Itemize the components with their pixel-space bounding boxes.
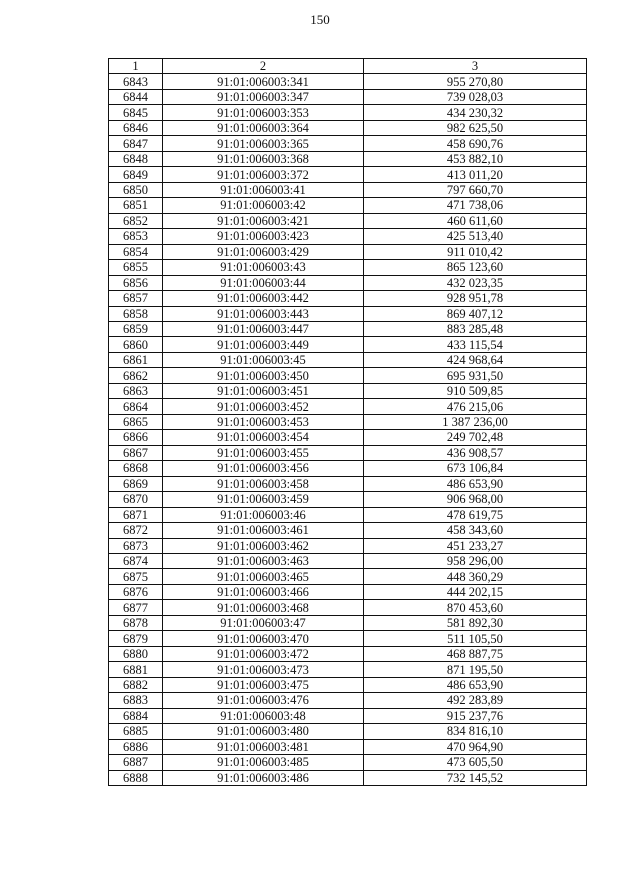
value-cell: 834 816,10 — [364, 724, 587, 739]
column-header: 2 — [163, 59, 364, 74]
value-cell: 458 690,76 — [364, 136, 587, 151]
cadastral-number-cell: 91:01:006003:45 — [163, 352, 364, 367]
cadastral-number-cell: 91:01:006003:486 — [163, 770, 364, 785]
row-number-cell: 6887 — [109, 755, 163, 770]
row-number-cell: 6865 — [109, 414, 163, 429]
cadastral-number-cell: 91:01:006003:364 — [163, 120, 364, 135]
row-number-cell: 6857 — [109, 291, 163, 306]
value-cell: 433 115,54 — [364, 337, 587, 352]
cadastral-number-cell: 91:01:006003:468 — [163, 600, 364, 615]
cadastral-number-cell: 91:01:006003:442 — [163, 291, 364, 306]
cadastral-number-cell: 91:01:006003:481 — [163, 739, 364, 754]
table-row — [109, 615, 587, 630]
row-number-cell: 6860 — [109, 337, 163, 352]
table-row — [109, 213, 587, 228]
cadastral-number-cell: 91:01:006003:472 — [163, 646, 364, 661]
table-row — [109, 414, 587, 429]
row-number-cell: 6847 — [109, 136, 163, 151]
cadastral-number-cell: 91:01:006003:365 — [163, 136, 364, 151]
value-cell: 451 233,27 — [364, 538, 587, 553]
table-row — [109, 631, 587, 646]
row-number-cell: 6880 — [109, 646, 163, 661]
row-number-cell: 6866 — [109, 430, 163, 445]
row-number-cell: 6881 — [109, 662, 163, 677]
row-number-cell: 6855 — [109, 260, 163, 275]
table-row — [109, 662, 587, 677]
row-number-cell: 6843 — [109, 74, 163, 89]
row-number-cell: 6870 — [109, 492, 163, 507]
row-number-cell: 6852 — [109, 213, 163, 228]
value-cell: 473 605,50 — [364, 755, 587, 770]
row-number-cell: 6874 — [109, 554, 163, 569]
cadastral-number-cell: 91:01:006003:341 — [163, 74, 364, 89]
table-row — [109, 445, 587, 460]
cadastral-number-cell: 91:01:006003:353 — [163, 105, 364, 120]
table-row — [109, 569, 587, 584]
cadastral-number-cell: 91:01:006003:44 — [163, 275, 364, 290]
cadastral-number-cell: 91:01:006003:470 — [163, 631, 364, 646]
value-cell: 865 123,60 — [364, 260, 587, 275]
table-row — [109, 677, 587, 692]
row-number-cell: 6877 — [109, 600, 163, 615]
page-number: 150 — [310, 12, 330, 27]
table-row — [109, 275, 587, 290]
table-row — [109, 461, 587, 476]
row-number-cell: 6853 — [109, 229, 163, 244]
cadastral-number-cell: 91:01:006003:462 — [163, 538, 364, 553]
value-cell: 982 625,50 — [364, 120, 587, 135]
value-cell: 911 010,42 — [364, 244, 587, 259]
value-cell: 249 702,48 — [364, 430, 587, 445]
value-cell: 673 106,84 — [364, 461, 587, 476]
row-number-cell: 6850 — [109, 182, 163, 197]
value-cell: 906 968,00 — [364, 492, 587, 507]
row-number-cell: 6867 — [109, 445, 163, 460]
table-row — [109, 770, 587, 785]
cadastral-number-cell: 91:01:006003:455 — [163, 445, 364, 460]
value-cell: 486 653,90 — [364, 677, 587, 692]
value-cell: 928 951,78 — [364, 291, 587, 306]
table-row — [109, 708, 587, 723]
cadastral-number-cell: 91:01:006003:447 — [163, 321, 364, 336]
value-cell: 869 407,12 — [364, 306, 587, 321]
value-cell: 425 513,40 — [364, 229, 587, 244]
value-cell: 448 360,29 — [364, 569, 587, 584]
value-cell: 511 105,50 — [364, 631, 587, 646]
cadastral-number-cell: 91:01:006003:421 — [163, 213, 364, 228]
row-number-cell: 6875 — [109, 569, 163, 584]
value-cell: 471 738,06 — [364, 198, 587, 213]
registry-table — [108, 58, 587, 786]
cadastral-number-cell: 91:01:006003:452 — [163, 399, 364, 414]
row-number-cell: 6888 — [109, 770, 163, 785]
cadastral-number-cell: 91:01:006003:466 — [163, 584, 364, 599]
cadastral-number-cell: 91:01:006003:368 — [163, 151, 364, 166]
row-number-cell: 6873 — [109, 538, 163, 553]
row-number-cell: 6872 — [109, 523, 163, 538]
value-cell: 453 882,10 — [364, 151, 587, 166]
value-cell: 436 908,57 — [364, 445, 587, 460]
cadastral-number-cell: 91:01:006003:47 — [163, 615, 364, 630]
value-cell: 870 453,60 — [364, 600, 587, 615]
value-cell: 486 653,90 — [364, 476, 587, 491]
row-number-cell: 6883 — [109, 693, 163, 708]
row-number-cell: 6851 — [109, 198, 163, 213]
table-row — [109, 399, 587, 414]
cadastral-number-cell: 91:01:006003:423 — [163, 229, 364, 244]
table-row — [109, 507, 587, 522]
cadastral-number-cell: 91:01:006003:475 — [163, 677, 364, 692]
value-cell: 739 028,03 — [364, 89, 587, 104]
row-number-cell: 6856 — [109, 275, 163, 290]
table-row — [109, 321, 587, 336]
table-row — [109, 538, 587, 553]
value-cell: 871 195,50 — [364, 662, 587, 677]
row-number-cell: 6882 — [109, 677, 163, 692]
table-row — [109, 337, 587, 352]
table-row — [109, 383, 587, 398]
value-cell: 413 011,20 — [364, 167, 587, 182]
row-number-cell: 6854 — [109, 244, 163, 259]
table-row — [109, 430, 587, 445]
table-row — [109, 136, 587, 151]
value-cell: 915 237,76 — [364, 708, 587, 723]
value-cell: 1 387 236,00 — [364, 414, 587, 429]
table-row — [109, 554, 587, 569]
value-cell: 458 343,60 — [364, 523, 587, 538]
cadastral-number-cell: 91:01:006003:450 — [163, 368, 364, 383]
table-row — [109, 646, 587, 661]
cadastral-number-cell: 91:01:006003:443 — [163, 306, 364, 321]
value-cell: 955 270,80 — [364, 74, 587, 89]
row-number-cell: 6849 — [109, 167, 163, 182]
value-cell: 432 023,35 — [364, 275, 587, 290]
row-number-cell: 6876 — [109, 584, 163, 599]
cadastral-number-cell: 91:01:006003:485 — [163, 755, 364, 770]
cadastral-number-cell: 91:01:006003:453 — [163, 414, 364, 429]
row-number-cell: 6845 — [109, 105, 163, 120]
table-row — [109, 352, 587, 367]
cadastral-number-cell: 91:01:006003:41 — [163, 182, 364, 197]
table-row — [109, 74, 587, 89]
column-header: 3 — [364, 59, 587, 74]
table-row — [109, 476, 587, 491]
value-cell: 732 145,52 — [364, 770, 587, 785]
row-number-cell: 6871 — [109, 507, 163, 522]
cadastral-number-cell: 91:01:006003:476 — [163, 693, 364, 708]
value-cell: 460 611,60 — [364, 213, 587, 228]
row-number-cell: 6861 — [109, 352, 163, 367]
cadastral-number-cell: 91:01:006003:42 — [163, 198, 364, 213]
row-number-cell: 6848 — [109, 151, 163, 166]
table-row — [109, 105, 587, 120]
table-row — [109, 492, 587, 507]
table-row — [109, 229, 587, 244]
cadastral-number-cell: 91:01:006003:480 — [163, 724, 364, 739]
table-row — [109, 89, 587, 104]
row-number-cell: 6862 — [109, 368, 163, 383]
value-cell: 424 968,64 — [364, 352, 587, 367]
row-number-cell: 6859 — [109, 321, 163, 336]
value-cell: 581 892,30 — [364, 615, 587, 630]
row-number-cell: 6886 — [109, 739, 163, 754]
table-row — [109, 244, 587, 259]
row-number-cell: 6846 — [109, 120, 163, 135]
table-row — [109, 167, 587, 182]
table-row — [109, 523, 587, 538]
value-cell: 478 619,75 — [364, 507, 587, 522]
cadastral-number-cell: 91:01:006003:459 — [163, 492, 364, 507]
value-cell: 910 509,85 — [364, 383, 587, 398]
row-number-cell: 6869 — [109, 476, 163, 491]
row-number-cell: 6868 — [109, 461, 163, 476]
row-number-cell: 6864 — [109, 399, 163, 414]
table-row — [109, 739, 587, 754]
value-cell: 695 931,50 — [364, 368, 587, 383]
column-header: 1 — [109, 59, 163, 74]
table-row — [109, 151, 587, 166]
table-row — [109, 584, 587, 599]
table-header-row — [109, 59, 587, 74]
cadastral-number-cell: 91:01:006003:465 — [163, 569, 364, 584]
cadastral-number-cell: 91:01:006003:449 — [163, 337, 364, 352]
table-row — [109, 291, 587, 306]
cadastral-number-cell: 91:01:006003:347 — [163, 89, 364, 104]
value-cell: 468 887,75 — [364, 646, 587, 661]
cadastral-number-cell: 91:01:006003:372 — [163, 167, 364, 182]
row-number-cell: 6844 — [109, 89, 163, 104]
table-row — [109, 755, 587, 770]
cadastral-number-cell: 91:01:006003:458 — [163, 476, 364, 491]
cadastral-number-cell: 91:01:006003:43 — [163, 260, 364, 275]
row-number-cell: 6879 — [109, 631, 163, 646]
row-number-cell: 6884 — [109, 708, 163, 723]
table-row — [109, 693, 587, 708]
table-row — [109, 182, 587, 197]
table-row — [109, 198, 587, 213]
cadastral-number-cell: 91:01:006003:429 — [163, 244, 364, 259]
table-row — [109, 120, 587, 135]
table-row — [109, 368, 587, 383]
row-number-cell: 6885 — [109, 724, 163, 739]
value-cell: 797 660,70 — [364, 182, 587, 197]
row-number-cell: 6878 — [109, 615, 163, 630]
value-cell: 492 283,89 — [364, 693, 587, 708]
value-cell: 476 215,06 — [364, 399, 587, 414]
cadastral-number-cell: 91:01:006003:463 — [163, 554, 364, 569]
row-number-cell: 6863 — [109, 383, 163, 398]
value-cell: 470 964,90 — [364, 739, 587, 754]
cadastral-number-cell: 91:01:006003:456 — [163, 461, 364, 476]
value-cell: 883 285,48 — [364, 321, 587, 336]
cadastral-number-cell: 91:01:006003:473 — [163, 662, 364, 677]
table-body — [109, 74, 587, 786]
table-row — [109, 306, 587, 321]
cadastral-number-cell: 91:01:006003:454 — [163, 430, 364, 445]
table-row — [109, 600, 587, 615]
table-row — [109, 724, 587, 739]
cadastral-number-cell: 91:01:006003:48 — [163, 708, 364, 723]
cadastral-number-cell: 91:01:006003:461 — [163, 523, 364, 538]
cadastral-number-cell: 91:01:006003:451 — [163, 383, 364, 398]
table-row — [109, 260, 587, 275]
value-cell: 434 230,32 — [364, 105, 587, 120]
value-cell: 444 202,15 — [364, 584, 587, 599]
row-number-cell: 6858 — [109, 306, 163, 321]
cadastral-number-cell: 91:01:006003:46 — [163, 507, 364, 522]
value-cell: 958 296,00 — [364, 554, 587, 569]
